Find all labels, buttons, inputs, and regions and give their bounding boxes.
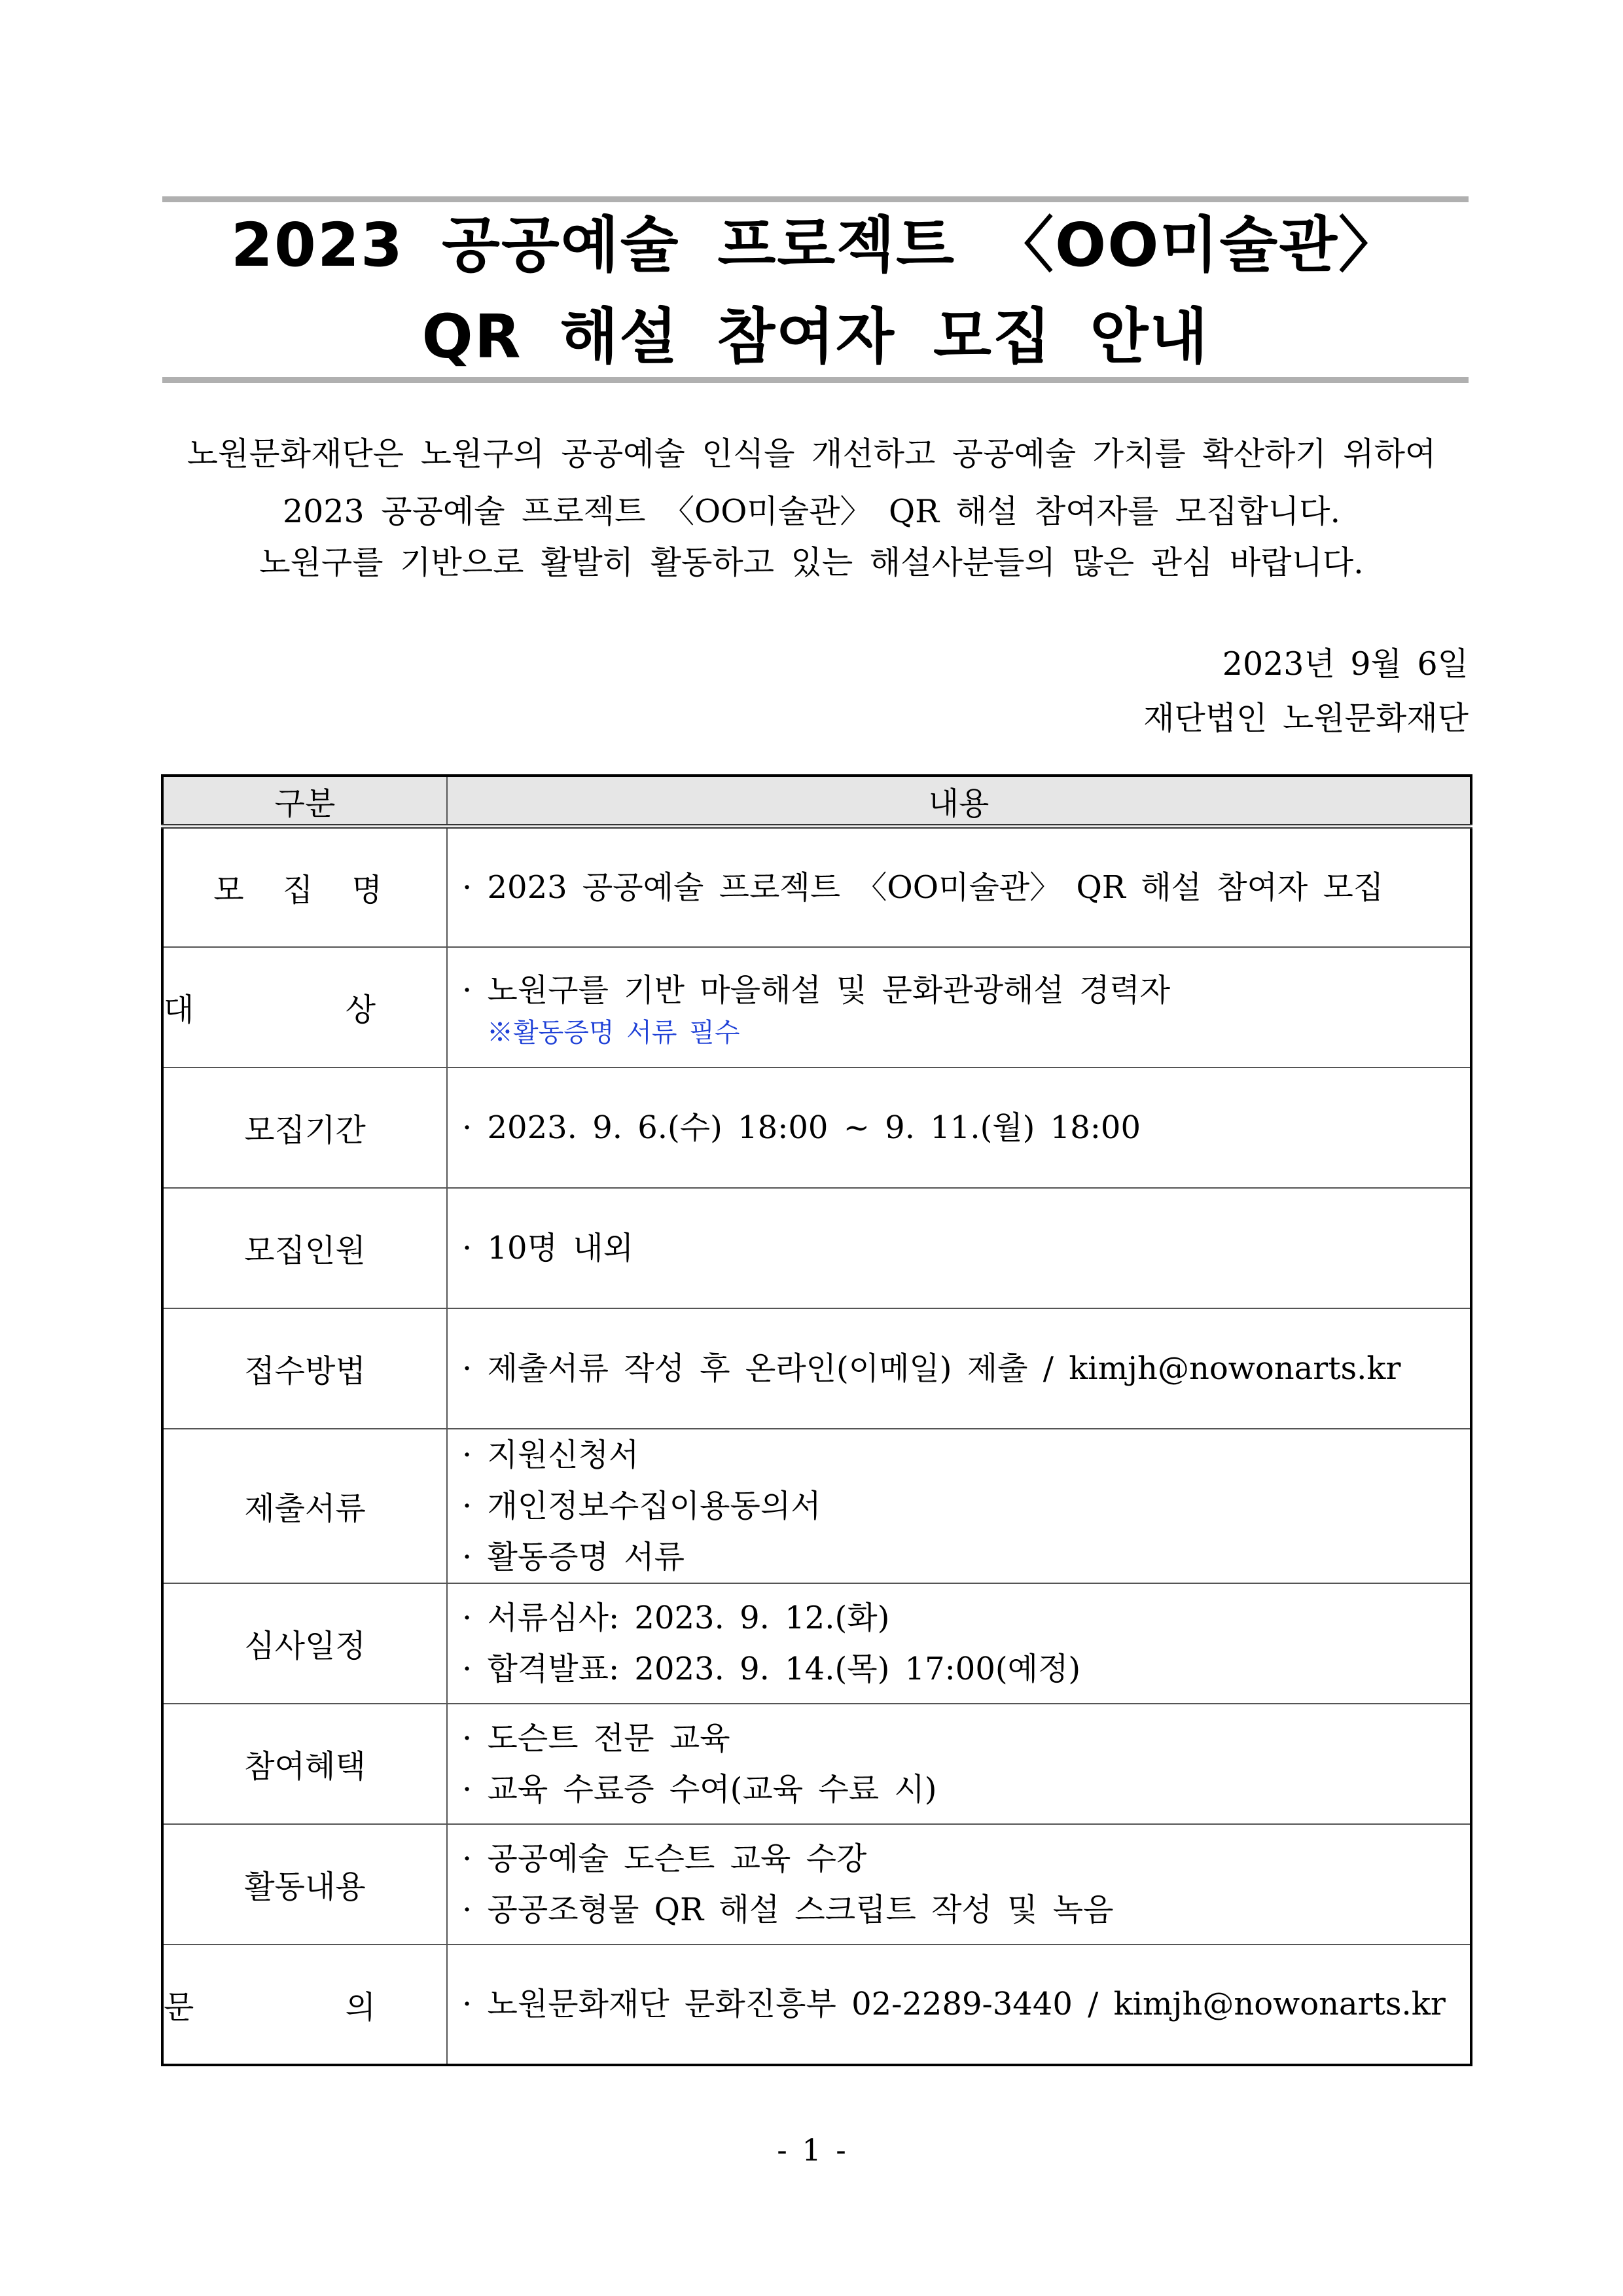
- table-row-activities: [162, 1824, 1471, 1945]
- row-content: [447, 1704, 1471, 1824]
- row-line: · 교육 수료증 수여(교육 수료 시): [462, 1770, 937, 1808]
- page-title-line-2: QR 해설 참여자 모집 안내: [421, 302, 1209, 372]
- row-label: [162, 947, 447, 1067]
- row-line: · 도슨트 전문 교육: [462, 1719, 730, 1757]
- row-line: · 10명 내외: [462, 1229, 633, 1266]
- row-label: 모 집 명: [162, 827, 447, 947]
- row-content: [447, 1188, 1471, 1308]
- table-row-application-method: [162, 1308, 1471, 1429]
- row-line: · 공공예술 도슨트 교육 수강: [462, 1840, 867, 1877]
- row-label: 제출서류: [162, 1429, 447, 1583]
- table-row-target: [162, 947, 1471, 1067]
- row-line: · 공공조형물 QR 해설 스크립트 작성 및 녹음: [462, 1891, 1114, 1928]
- row-line: · 지원신청서: [462, 1436, 639, 1473]
- organization-name: 재단법인 노원문화재단: [1143, 700, 1469, 737]
- announcement-date: 2023년 9월 6일: [1222, 645, 1469, 683]
- table-header-row: [162, 776, 1471, 827]
- table-row-recruitment-name: [162, 827, 1471, 947]
- table-row-benefits: [162, 1704, 1471, 1824]
- title-top-rule: [162, 196, 1469, 202]
- row-label: 참여혜택: [162, 1704, 447, 1824]
- recruitment-info-table: [161, 774, 1472, 2066]
- row-content: [447, 1824, 1471, 1945]
- page-number: - 1 -: [777, 2132, 846, 2168]
- table-row-inquiry: [162, 1945, 1471, 2065]
- row-line: · 제출서류 작성 후 온라인(이메일) 제출 / kimjh@nowonarts.kr: [462, 1350, 1401, 1387]
- row-content: [447, 1429, 1471, 1583]
- row-content: [447, 1583, 1471, 1704]
- row-label: 활동내용: [162, 1824, 447, 1945]
- row-label-text: 대 상: [164, 992, 446, 1028]
- table-row-headcount: [162, 1188, 1471, 1308]
- table-row-period: [162, 1067, 1471, 1188]
- row-content: [447, 947, 1471, 1067]
- row-label: 모집인원: [162, 1188, 447, 1308]
- row-line: · 2023. 9. 6.(수) 18:00 ~ 9. 11.(월) 18:00: [462, 1109, 1141, 1146]
- page-title-line-1: 2023 공공예술 프로젝트 〈OO미술관〉: [230, 210, 1400, 280]
- row-label: 모집기간: [162, 1067, 447, 1188]
- header-content-column: 내용: [447, 776, 1471, 827]
- row-label-text: 문 의: [164, 1988, 446, 2026]
- intro-line-1: 노원문화재단은 노원구의 공공예술 인식을 개선하고 공공예술 가치를 확산하기 위하여: [187, 435, 1436, 473]
- title-bottom-rule: [162, 377, 1469, 383]
- required-document-note: ※활동증명 서류 필수: [487, 1017, 740, 1048]
- intro-line-3: 노원구를 기반으로 활발히 활동하고 있는 해설사분들의 많은 관심 바랍니다.: [259, 544, 1364, 581]
- row-line: · 합격발표: 2023. 9. 14.(목) 17:00(예정): [462, 1650, 1081, 1687]
- row-label: 접수방법: [162, 1308, 447, 1429]
- table-row-review-schedule: [162, 1583, 1471, 1704]
- row-line: · 노원구를 기반 마을해설 및 문화관광해설 경력자: [462, 971, 1171, 1009]
- row-label: 심사일정: [162, 1583, 447, 1704]
- row-line: · 2023 공공예술 프로젝트 〈OO미술관〉 QR 해설 참여자 모집: [462, 869, 1384, 906]
- row-content: [447, 1067, 1471, 1188]
- row-line: · 활동증명 서류: [462, 1538, 685, 1575]
- header-label-column: 구분: [162, 776, 447, 827]
- row-content: [447, 827, 1471, 947]
- row-line: · 서류심사: 2023. 9. 12.(화): [462, 1599, 890, 1636]
- row-label: [162, 1945, 447, 2065]
- table-row-documents: [162, 1429, 1471, 1583]
- intro-line-2: 2023 공공예술 프로젝트 〈OO미술관〉 QR 해설 참여자를 모집합니다.: [282, 493, 1341, 530]
- row-line: · 노원문화재단 문화진흥부 02-2289-3440 / kimjh@nowonarts.kr: [462, 1986, 1446, 2022]
- row-line: · 개인정보수집이용동의서: [462, 1487, 821, 1524]
- row-content: [447, 1945, 1471, 2065]
- row-content: [447, 1308, 1471, 1429]
